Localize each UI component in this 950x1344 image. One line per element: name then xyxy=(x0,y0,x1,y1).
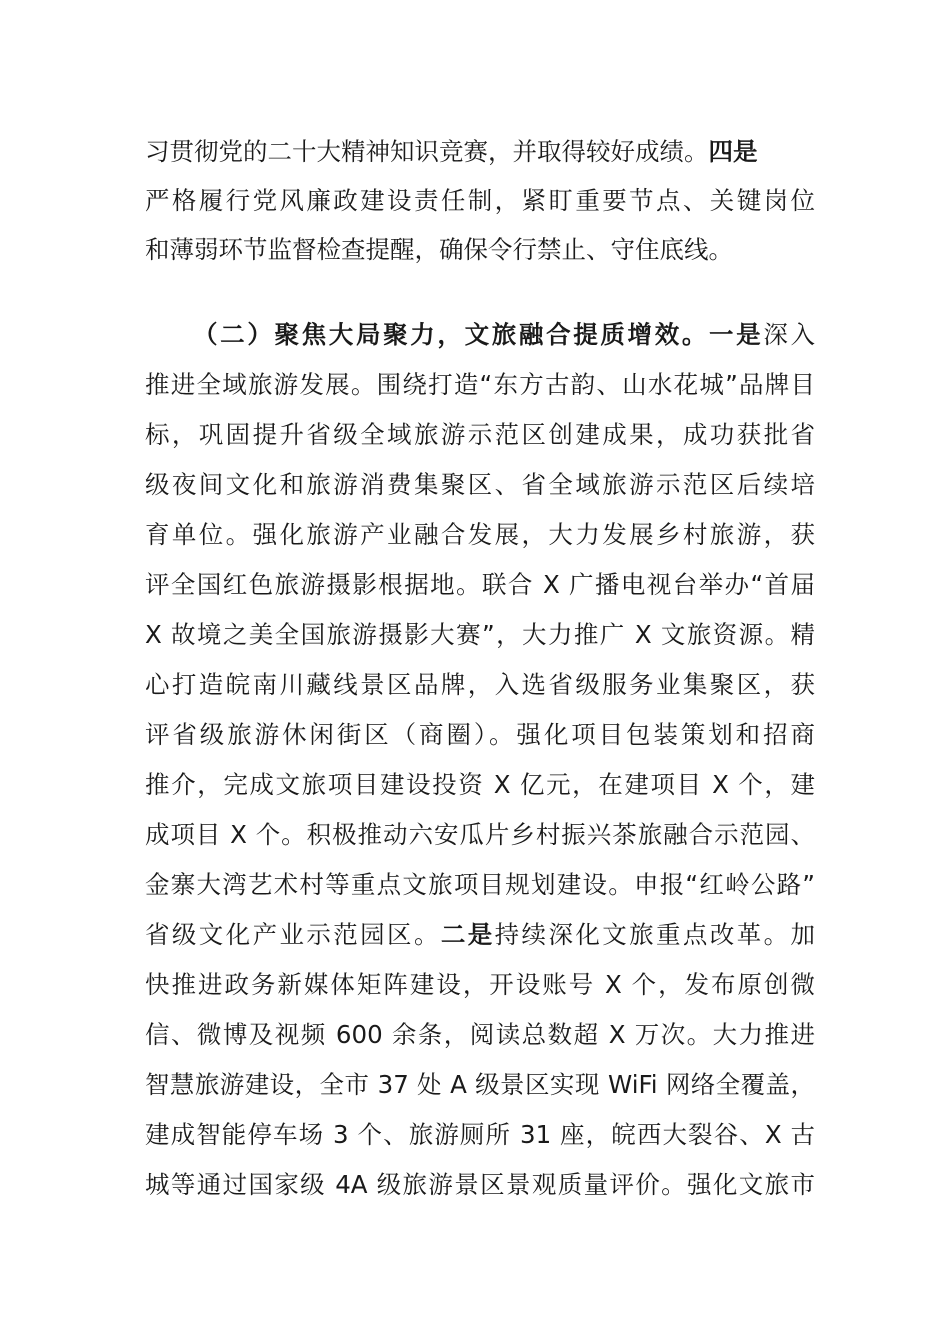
text-line: 级夜间文化和旅游消费集聚区、省全域旅游示范区后续培 xyxy=(145,470,815,499)
text-line: X 故境之美全国旅游摄影大赛”，大力推广 X 文旅资源。精 xyxy=(145,620,815,649)
text-run: 习贯彻党的二十大精神知识竞赛，并取得较好成绩。 xyxy=(145,137,709,166)
bold-run: 二是 xyxy=(440,920,495,949)
text-line: 心打造皖南川藏线景区品牌，入选省级服务业集聚区，获 xyxy=(145,670,815,699)
text-line xyxy=(145,127,815,177)
text-line xyxy=(145,910,815,960)
text-line: 推进全域旅游发展。围绕打造“东方古韵、山水花城”品牌目 xyxy=(145,370,815,399)
text-run: 省级文化产业示范园区。 xyxy=(145,920,441,949)
text-line: 快推进政务新媒体矩阵建设，开设账号 X 个，发布原创微 xyxy=(145,970,815,999)
text-line: 评全国红色旅游摄影根据地。联合 X 广播电视台举办“首届 xyxy=(145,570,815,599)
text-line: 金寨大湾艺术村等重点文旅项目规划建设。申报“红岭公路” xyxy=(145,870,815,899)
text-line: 建成智能停车场 3 个、旅游厕所 31 座，皖西大裂谷、X 古 xyxy=(145,1120,815,1149)
text-line xyxy=(193,310,815,360)
text-line: 推介，完成文旅项目建设投资 X 亿元，在建项目 X 个，建 xyxy=(145,770,815,799)
text-run: 深入 xyxy=(763,320,816,349)
text-line: 信、微博及视频 600 余条，阅读总数超 X 万次。大力推进 xyxy=(145,1020,815,1049)
text-line: 和薄弱环节监督检查提醒，确保令行禁止、守住底线。 xyxy=(145,235,733,264)
text-run: 持续深化文旅重点改革。加 xyxy=(494,920,816,949)
bold-run: （二）聚焦大局聚力，文旅融合提质增效。一是 xyxy=(193,320,764,349)
text-line: 成项目 X 个。积极推动六安瓜片乡村振兴茶旅融合示范园、 xyxy=(145,820,815,849)
text-line: 城等通过国家级 4A 级旅游景区景观质量评价。强化文旅市 xyxy=(145,1170,815,1199)
text-line: 育单位。强化旅游产业融合发展，大力发展乡村旅游，获 xyxy=(145,520,815,549)
bold-run: 四是 xyxy=(708,137,758,166)
text-line: 标，巩固提升省级全域旅游示范区创建成果，成功获批省 xyxy=(145,420,815,449)
text-line: 智慧旅游建设，全市 37 处 A 级景区实现 WiFi 网络全覆盖， xyxy=(145,1070,815,1099)
text-line: 评省级旅游休闲街区（商圈）。强化项目包装策划和招商 xyxy=(145,720,815,749)
text-line: 严格履行党风廉政建设责任制，紧盯重要节点、关键岗位 xyxy=(145,186,815,215)
